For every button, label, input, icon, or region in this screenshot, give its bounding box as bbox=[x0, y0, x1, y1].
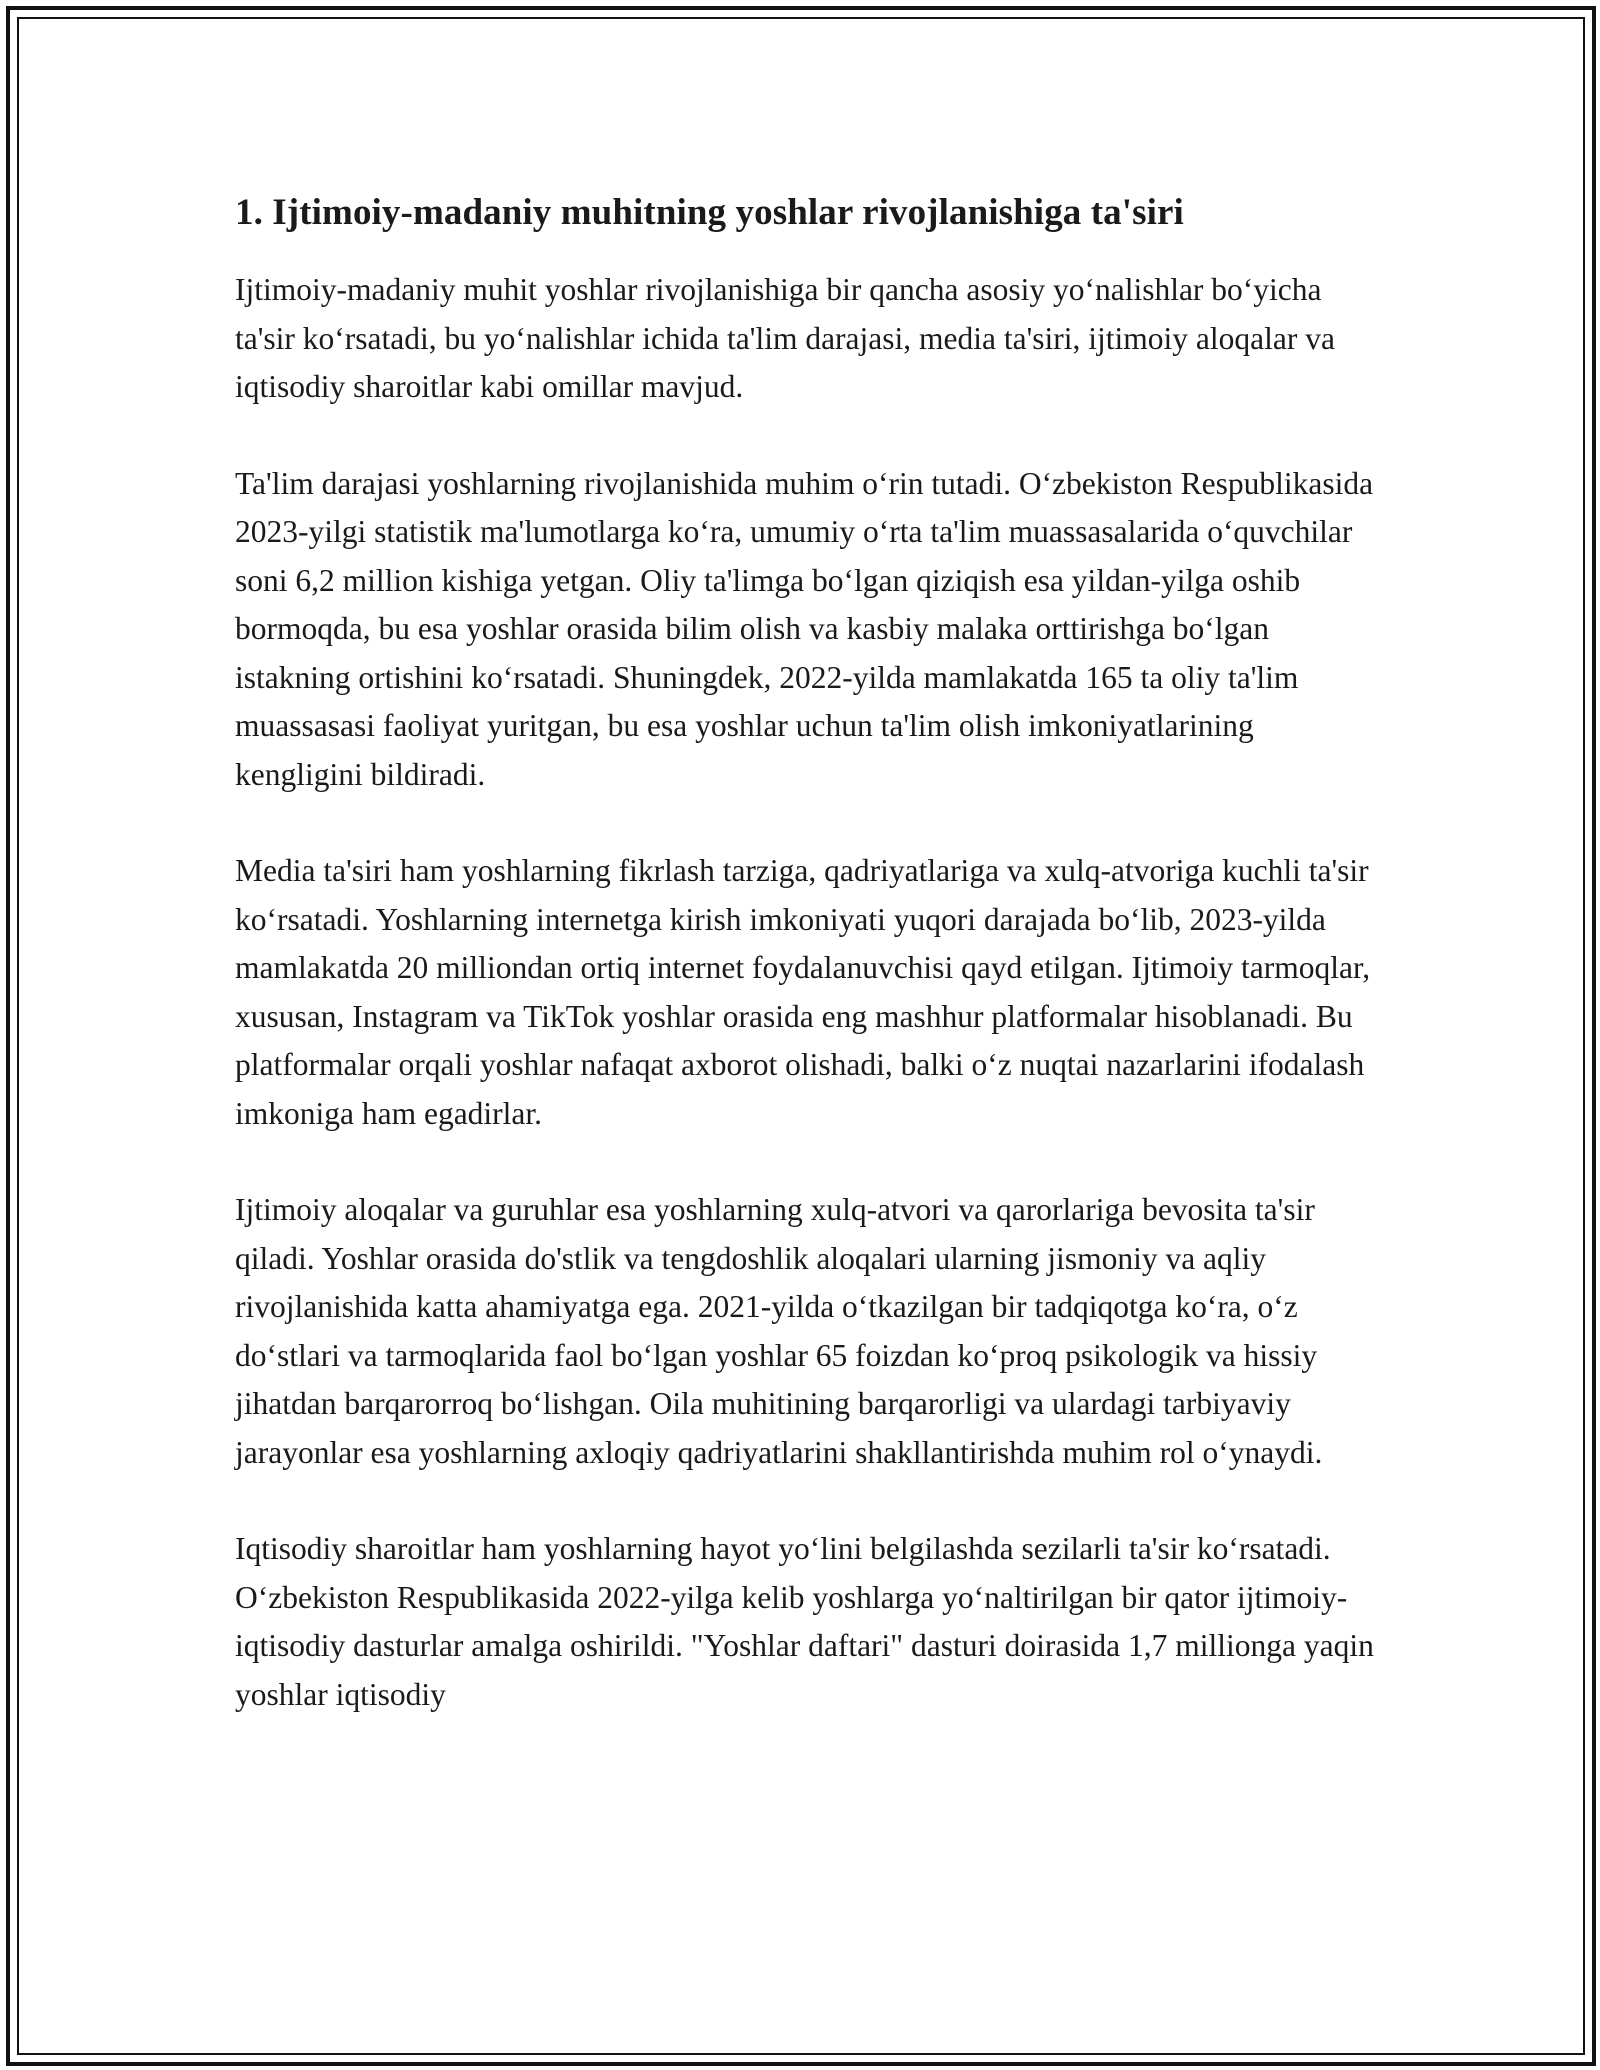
paragraph-economic: Iqtisodiy sharoitlar ham yoshlarning hayot yoʻlini belgilashda sezilarli ta'sir koʻrsatadi. Oʻzbekiston Respublikasida 2022-yilga kelib yoshlarga yoʻnaltirilgan bir qator ijtimoiy-iqtisodiy dasturlar amalga oshirildi. "Yoshlar daftari" dasturi doirasida 1,7 millionga yaqin yoshlar iqtisodiy bbox=[235, 1531, 1374, 1712]
document-body bbox=[235, 188, 1375, 1767]
section-heading: 1. Ijtimoiy-madaniy muhitning yoshlar rivojlanishiga ta'siri bbox=[235, 192, 1184, 233]
paragraph-intro: Ijtimoiy-madaniy muhit yoshlar rivojlanishiga bir qancha asosiy yoʻnalishlar boʻyicha ta'sir koʻrsatadi, bu yoʻnalishlar ichida ta'lim darajasi, media ta'siri, ijtimoiy aloqalar va iqtisodiy sharoitlar kabi omillar mavjud. bbox=[235, 272, 1335, 404]
paragraph-social: Ijtimoiy aloqalar va guruhlar esa yoshlarning xulq-atvori va qarorlariga bevosita ta'sir qiladi. Yoshlar orasida do'stlik va tengdoshlik aloqalari ularning jismoniy va aqliy rivojlanishida katta ahamiyatga ega. 2021-yilda oʻtkazilgan bir tadqiqotga koʻra, oʻz doʻstlari va tarmoqlarida faol boʻlgan yoshlar 65 foizdan koʻproq psikologik va hissiy jihatdan barqarorroq boʻlishgan. Oila muhitining barqarorligi va ulardagi tarbiyaviy jarayonlar esa yoshlarning axloqiy qadriyatlarini shakllantirishda muhim rol oʻynaydi. bbox=[235, 1192, 1323, 1470]
paragraph-education: Ta'lim darajasi yoshlarning rivojlanishida muhim oʻrin tutadi. Oʻzbekiston Respublikasida 2023-yilgi statistik ma'lumotlarga koʻra, umumiy oʻrta ta'lim muassasalarida oʻquvchilar soni 6,2 million kishiga yetgan. Oliy ta'limga boʻlgan qiziqish esa yildan-yilga oshib bormoqda, bu esa yoshlar orasida bilim olish va kasbiy malaka orttirishga boʻlgan istakning ortishini koʻrsatadi. Shuningdek, 2022-yilda mamlakatda 165 ta oliy ta'lim muassasasi faoliyat yuritgan, bu esa yoshlar uchun ta'lim olish imkoniyatlarining kengligini bildiradi. bbox=[235, 465, 1374, 792]
paragraph-media: Media ta'siri ham yoshlarning fikrlash tarziga, qadriyatlariga va xulq-atvoriga kuchli ta'sir koʻrsatadi. Yoshlarning internetga kirish imkoniyati yuqori darajada boʻlib, 2023-yilda mamlakatda 20 milliondan ortiq internet foydalanuvchisi qayd etilgan. Ijtimoiy tarmoqlar, xususan, Instagram va TikTok yoshlar orasida eng mashhur platformalar hisoblanadi. Bu platformalar orqali yoshlar nafaqat axborot olishadi, balki oʻz nuqtai nazarlarini ifodalash imkoniga ham egadirlar. bbox=[235, 853, 1371, 1131]
